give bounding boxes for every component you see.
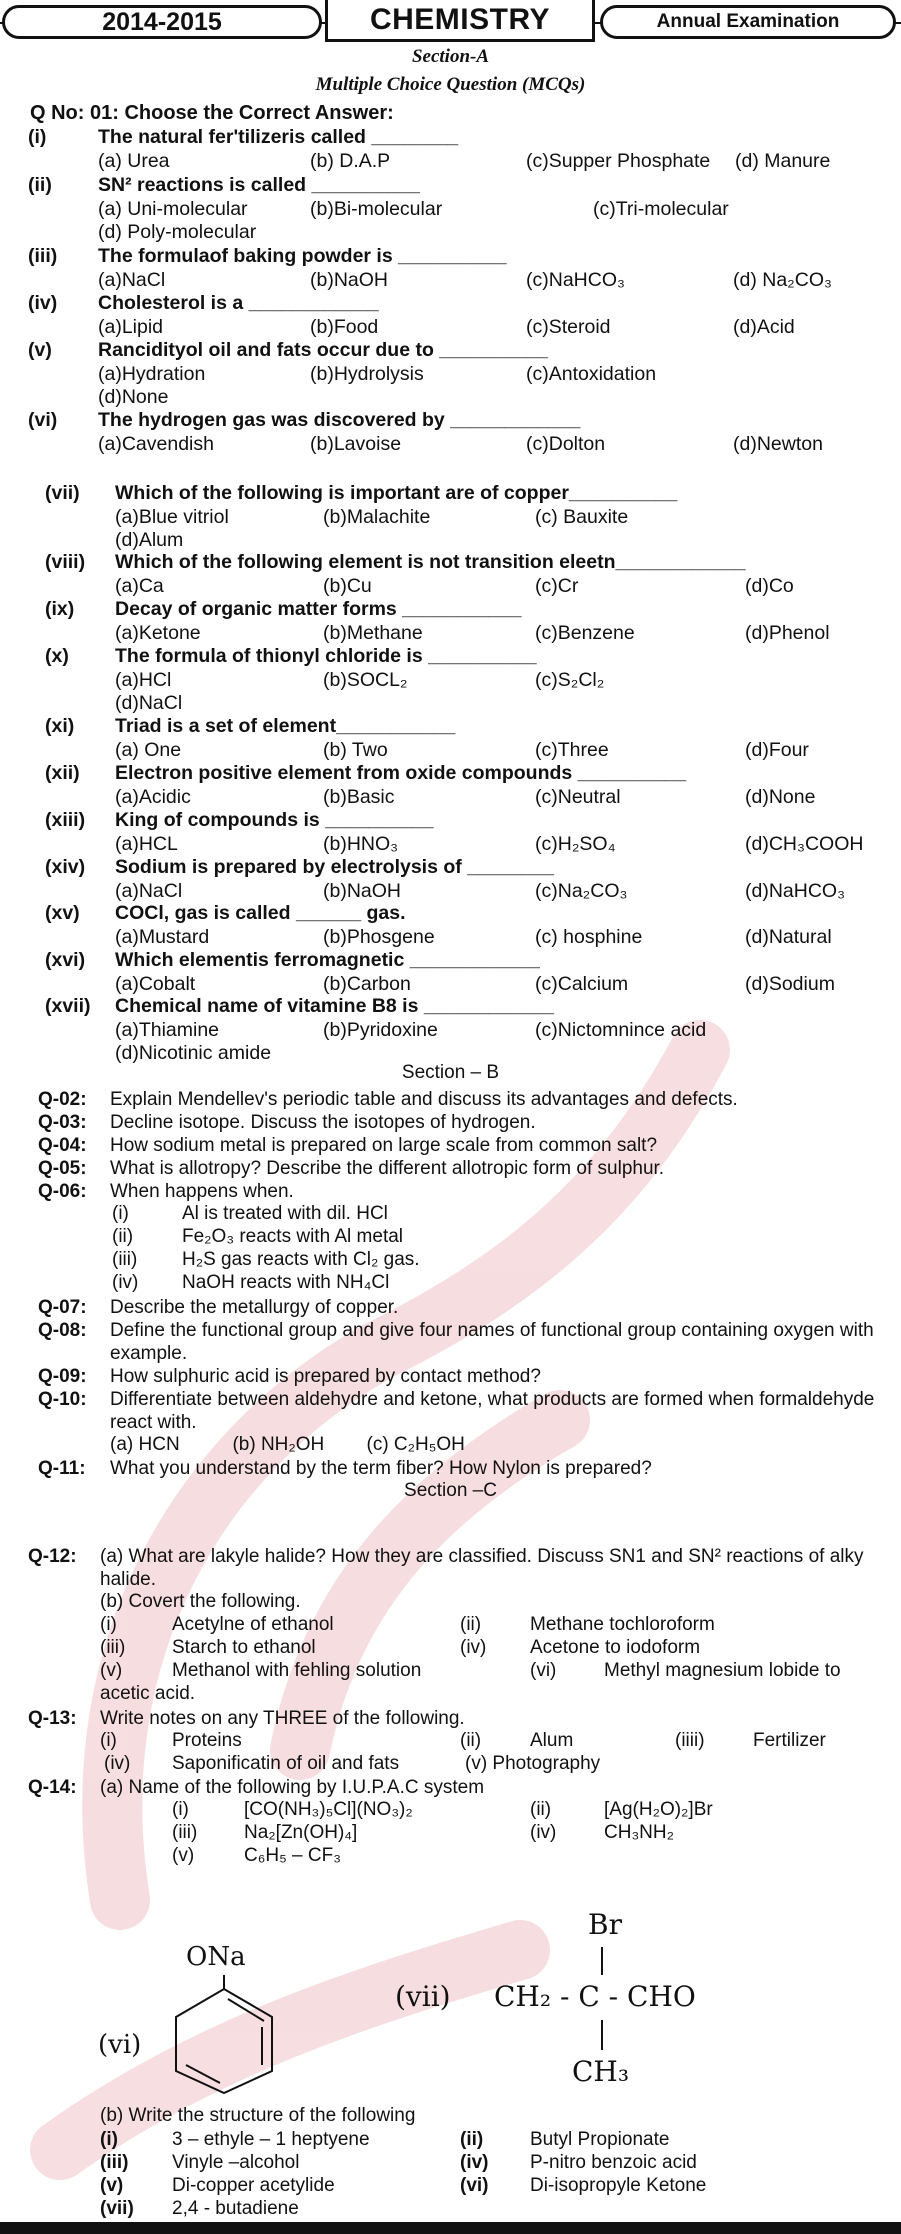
mcq-number: (ix) [45,598,75,620]
mcq-question: COCl, gas is called ______ gas. [115,902,406,924]
question-text: How sodium metal is prepared on large scale from common salt? [110,1135,658,1156]
question-text: Explain Mendellev's periodic table and discuss its advantages and defects. [110,1089,738,1110]
mcq-number: (viii) [45,551,86,573]
mcq-option-d: (d) Na₂CO₃ [733,269,832,291]
mcq-option-d: (d)Four [745,739,809,761]
mcq-number: (iv) [28,292,58,314]
mcq-option-c: (c)Nictomnince acid [535,1019,707,1041]
sub-item-number: (iii) [100,1637,126,1658]
mcq-item [28,292,888,342]
mcq-option-c: (c)Three [535,739,609,761]
question-label: Q-14: [28,1777,77,1798]
mcq-option-a: (a) One [115,739,182,761]
mcq-option-b: (b)Malachite [323,506,431,528]
mcq-option-c: (c)Supper Phosphate [526,150,711,172]
mcq-option-a: (a)Thiamine [115,1019,220,1041]
q12-part-b: (b) Covert the following. [100,1591,301,1612]
mcq-option-b: (b)Phosgene [323,926,435,948]
mcq-option-c: (c)Calcium [535,973,629,995]
bromine-atom-label: Br [588,1908,622,1941]
question-text: (a) What are lakyle halide? How they are classified. Discuss SN1 and SN² reactions of alky halide. [100,1546,864,1590]
mcq-number: (x) [45,645,69,667]
mcq-option-b: (b)NaOH [323,880,402,902]
mcq-option-d: (d)Acid [733,316,795,338]
sub-item-text: Di-isopropyle Ketone [530,2175,707,2196]
mcq-question: Decay of organic matter forms ___________ [115,598,522,620]
phenoxide-group-label: ONa [186,1942,246,1972]
mcq-item [28,174,888,246]
sub-item-text: H₂S gas reacts with Cl₂ gas. [182,1249,420,1270]
sub-item-text: Methyl magnesium lobide to [604,1660,841,1681]
sub-item-text: NaOH reacts with NH₄Cl [182,1272,390,1293]
mcq-number: (v) [28,339,52,361]
sub-item-text: P-nitro benzoic acid [530,2152,697,2173]
question-text: Decline isotope. Discuss the isotopes of hydrogen. [110,1112,536,1133]
mcq-option-b: (b)HNO₃ [323,833,399,855]
question-text: Describe the metallurgy of copper. [110,1297,399,1318]
mcq-item [45,482,895,554]
mcq-option-a: (a) Uni-molecular [98,198,248,220]
mcq-option-b: (b)Food [310,316,379,338]
sub-item-text: Proteins [172,1730,242,1751]
mcq-option-b: (b)NaOH [310,269,389,291]
bond-line-up [601,1947,603,1975]
mcq-number: (iii) [28,245,58,267]
mcq-option-d: (d)Natural [745,926,832,948]
mcq-item [28,245,888,295]
mcq-option-d: (d)Alum [115,529,184,551]
question-label: Q-05: [38,1158,87,1179]
mcq-option-d: (d)Newton [733,433,823,455]
mcq-option-d: (d)Phenol [745,622,830,644]
mcq-option-b: (b)Pyridoxine [323,1019,438,1041]
sub-item-number: (i) [172,1799,189,1820]
question-label: Q-07: [38,1297,87,1318]
mcq-option-d: (d)NaCl [115,692,183,714]
sub-item-number: (iv) [460,1637,487,1658]
sub-item-number: (vi) [460,2175,489,2196]
question-text: Define the functional group and give four names of functional group containing oxygen with example. [110,1320,874,1364]
question-text: (a) Name of the following by I.U.P.A.C system [100,1777,485,1798]
sub-item-number: (ii) [460,2129,484,2150]
mcq-item [45,809,895,859]
mcq-option-a: (a)NaCl [115,880,183,902]
mcq-option-c: (c)H₂SO₄ [535,833,616,855]
section-a-subtitle: Multiple Choice Question (MCQs) [315,74,586,95]
mcq-option-b: (b) D.A.P [310,150,391,172]
mcq-option-a: (a)HCL [115,833,178,855]
mcq-question: The formula of thionyl chloride is __________ [115,645,537,667]
mcq-option-d: (d)CH₃COOH [745,833,864,855]
mcq-item [28,126,888,176]
mcq-option-b: (b)Carbon [323,973,411,995]
sub-item-text: Vinyle –alcohol [172,2152,300,2173]
mcq-item [45,949,895,999]
sub-item-text: Methane tochloroform [530,1614,715,1635]
sub-item-text: Acetylne of ethanol [172,1614,334,1635]
mcq-option-c: (c) hosphine [535,926,643,948]
mcq-option-d: (d)NaHCO₃ [745,880,846,902]
sub-item-number: (ii) [530,1799,552,1820]
question-text: What you understand by the term fiber? How Nylon is prepared? [110,1458,652,1479]
mcq-number: (xv) [45,902,80,924]
mcq-option-a: (a)Mustard [115,926,210,948]
mcq-number: (xiii) [45,809,86,831]
mcq-number: (xvi) [45,949,86,971]
section-b-title: Section – B [401,1062,500,1083]
structure-vii-label: (vii) [395,1980,451,2013]
mcq-option-a: (a)Blue vitriol [115,506,229,528]
mcq-option-c: (c)S₂Cl₂ [535,669,605,691]
mcq-option-b: (b)Hydrolysis [310,363,424,385]
sub-item-text: Na₂[Zn(OH)₄] [244,1822,358,1843]
sub-item-number: (i) [112,1203,129,1224]
sub-item-text: Fertilizer [753,1730,826,1751]
sub-item-number: (iii) [172,1822,198,1843]
mcq-option-d: (d)Co [745,575,794,597]
sub-item-text: Al is treated with dil. HCl [182,1203,388,1224]
mcq-option-c: (c)Cr [535,575,579,597]
sub-item-number: (iv) [530,1822,557,1843]
mcq-option-a: (a)Ca [115,575,164,597]
sub-item-text: Butyl Propionate [530,2129,670,2150]
mcq-question: The natural fer'tilizeris called ________ [98,126,459,148]
sub-item-number: (v) [100,2175,124,2196]
mcq-option-c: (c)Antoxidation [526,363,657,385]
question-label: Q-09: [38,1366,87,1387]
structure-vi-label: (vi) [98,2030,142,2060]
mcq-question: Chemical name of vitamine B8 is ____________ [115,995,554,1017]
mcq-option-a: (a)Lipid [98,316,164,338]
section-c-title: Section –C [404,1480,497,1501]
mcq-option-d: (d)None [98,386,169,408]
subject-title: CHEMISTRY [325,0,595,42]
mcq-question: SN² reactions is called __________ [98,174,420,196]
mcq-item [45,856,895,906]
sub-item-number: (ii) [460,1730,482,1751]
sub-item-number: (v) [100,1660,123,1681]
mcq-item [28,409,888,459]
mcq-option-a: (a)Acidic [115,786,191,808]
sub-item-number: (iv) [460,2152,489,2173]
question-text: What is allotropy? Describe the different allotropic form of sulphur. [110,1158,665,1179]
sub-item-text: 3 – ethyle – 1 heptyene [172,2129,370,2150]
mcq-number: (vi) [28,409,58,431]
sub-item-number: (vi) [530,1660,557,1681]
question-label: Q-04: [38,1135,87,1156]
sub-item-number: (iii) [100,2152,129,2173]
mcq-option-a: (a)Hydration [98,363,206,385]
sub-item-text: Alum [530,1730,574,1751]
mcq-item [45,598,895,648]
mcq-number: (xiv) [45,856,86,878]
sub-item-number: (i) [100,1730,117,1751]
mcq-option-b: (b) Two [323,739,388,761]
sub-item-text: Methanol with fehling solution [172,1660,422,1681]
q01-heading: Q No: 01: Choose the Correct Answer: [30,102,394,124]
sub-item-number: (iv) [104,1753,131,1774]
mcq-option-c: (c)Steroid [526,316,611,338]
question-label: Q-06: [38,1181,87,1202]
mcq-option-a: (a)NaCl [98,269,166,291]
sub-item-text: Starch to ethanol [172,1637,316,1658]
mcq-option-c: (c)Tri-molecular [593,198,729,220]
question-text: Differentiate between aldehydre and ketone, what products are formed when formaldehyde react with. [110,1389,875,1433]
mcq-option-c: (c)Dolton [526,433,606,455]
sub-item-number: (i) [100,1614,117,1635]
q10-options: (a) HCN (b) NH₂OH (c) C₂H₅OH [110,1434,465,1455]
sub-item-text: [Ag(H₂O)₂]Br [604,1799,713,1820]
exam-type: Annual Examination [600,5,896,39]
sub-item-number: (i) [100,2129,118,2150]
mcq-item [28,339,888,411]
question-label: Q-12: [28,1546,77,1567]
mcq-number: (xi) [45,715,75,737]
q14-part-b: (b) Write the structure of the following [100,2105,416,2126]
carbon-chain-label: CH₂ - C - CHO [494,1980,696,2013]
mcq-option-b: (b)Lavoise [310,433,402,455]
mcq-question: Rancidityol oil and fats occur due to __________ [98,339,548,361]
mcq-question: Electron positive element from oxide compounds __________ [115,762,687,784]
question-label: Q-02: [38,1089,87,1110]
question-text: How sulphuric acid is prepared by contact method? [110,1366,541,1387]
mcq-question: King of compounds is __________ [115,809,434,831]
mcq-option-d: (d)None [745,786,816,808]
mcq-item [45,902,895,952]
mcq-question: Which of the following element is not transition eleetn____________ [115,551,746,573]
mcq-number: (xii) [45,762,80,784]
section-a-title: Section-A [411,46,490,67]
sub-item-text: 2,4 - butadiene [172,2198,299,2219]
mcq-question: Which of the following is important are of copper__________ [115,482,678,504]
benzene-ring-icon [170,1975,280,2095]
mcq-item [45,645,895,717]
question-text: When happens when. [110,1181,294,1202]
mcq-option-a: (a)Cobalt [115,973,196,995]
question-label: Q-08: [38,1320,87,1341]
mcq-question: The hydrogen gas was discovered by ____________ [98,409,581,431]
mcq-number: (i) [28,126,47,148]
sub-item-text: Fe₂O₃ reacts with Al metal [182,1226,404,1247]
mcq-option-c: (c)NaHCO₃ [526,269,625,291]
mcq-option-d: (d) Manure [735,150,831,172]
mcq-option-c: (c) Bauxite [535,506,629,528]
mcq-question: Triad is a set of element___________ [115,715,456,737]
mcq-option-b: (b)Methane [323,622,423,644]
sub-item-text: Acetone to iodoform [530,1637,701,1658]
mcq-option-c: (c)Na₂CO₃ [535,880,628,902]
exam-year: 2014-2015 [2,5,322,39]
question-label: Q-11: [38,1458,86,1479]
mcq-option-a: (a)Cavendish [98,433,214,455]
mcq-option-c: (c)Neutral [535,786,621,808]
question-text: Write notes on any THREE of the following. [100,1708,465,1729]
mcq-option-b: (b)Basic [323,786,395,808]
mcq-question: Sodium is prepared by electrolysis of ________ [115,856,554,878]
sub-item-text: Di-copper acetylide [172,2175,335,2196]
mcq-option-a: (a)Ketone [115,622,201,644]
question-label: Q-13: [28,1708,77,1729]
methyl-group-label: CH₃ [572,2055,630,2088]
mcq-number: (vii) [45,482,80,504]
question-label: Q-03: [38,1112,87,1133]
footer-bar [0,2222,901,2234]
sub-item-number: (iii) [112,1249,138,1270]
mcq-option-c: (c)Benzene [535,622,635,644]
mcq-option-d: (d)Sodium [745,973,835,995]
mcq-option-b: (b)SOCL₂ [323,669,408,691]
sub-item-text: (v) Photography [465,1753,601,1774]
exam-header [0,0,901,50]
question-label: Q-10: [38,1389,87,1410]
mcq-item [45,995,895,1067]
mcq-question: Cholesterol is a ____________ [98,292,379,314]
sub-item-text: Saponificatin of oil and fats [172,1753,400,1774]
mcq-option-a: (a)HCl [115,669,172,691]
sub-item-number: (vii) [100,2198,134,2219]
mcq-option-d: (d)Nicotinic amide [115,1042,272,1064]
sub-item-number: (iiii) [675,1730,705,1751]
bond-line-down [601,2020,603,2050]
mcq-option-b: (b)Bi-molecular [310,198,443,220]
sub-item-text: C₆H₅ – CF₃ [244,1845,341,1866]
mcq-item [45,551,895,601]
sub-item-number: (ii) [112,1226,134,1247]
sub-item-text: CH₃NH₂ [604,1822,674,1843]
q12-tail: acetic acid. [100,1683,196,1704]
sub-item-number: (ii) [460,1614,482,1635]
mcq-option-b: (b)Cu [323,575,372,597]
sub-item-text: [CO(NH₃)₅Cl](NO₃)₂ [244,1799,413,1820]
sub-item-number: (iv) [112,1272,139,1293]
mcq-item [45,715,895,765]
mcq-question: Which elementis ferromagnetic ____________ [115,949,540,971]
sub-item-number: (v) [172,1845,195,1866]
mcq-option-d: (d) Poly-molecular [98,221,257,243]
mcq-number: (xvii) [45,995,91,1017]
mcq-number: (ii) [28,174,52,196]
mcq-option-a: (a) Urea [98,150,170,172]
mcq-question: The formulaof baking powder is __________ [98,245,507,267]
mcq-item [45,762,895,812]
